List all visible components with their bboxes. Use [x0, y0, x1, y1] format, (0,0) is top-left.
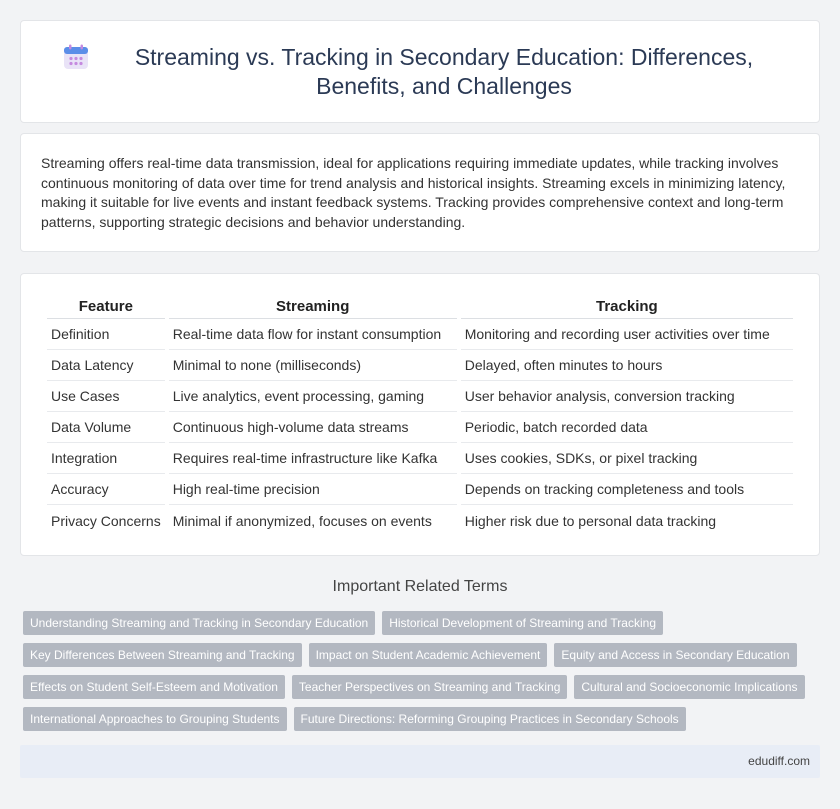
table-row — [47, 443, 793, 474]
tracking-cell: User behavior analysis, conversion tracking — [461, 381, 793, 412]
feature-cell: Definition — [47, 319, 165, 350]
related-term-tag[interactable]: Key Differences Between Streaming and Tracking — [23, 643, 302, 667]
related-term-tag[interactable]: Understanding Streaming and Tracking in Secondary Education — [23, 611, 375, 635]
table-row — [47, 474, 793, 505]
tracking-cell: Periodic, batch recorded data — [461, 412, 793, 443]
related-term-tag[interactable]: Equity and Access in Secondary Education — [554, 643, 796, 667]
comparison-table — [43, 296, 797, 536]
related-term-tag[interactable]: Cultural and Socioeconomic Implications — [574, 675, 804, 699]
streaming-cell: Live analytics, event processing, gaming — [169, 381, 457, 412]
streaming-cell: Minimal if anonymized, focuses on events — [172, 512, 432, 529]
table-header-row — [47, 296, 793, 319]
related-term-tag[interactable]: Historical Development of Streaming and Tracking — [382, 611, 663, 635]
tracking-cell: Delayed, often minutes to hours — [461, 350, 793, 381]
feature-cell: Accuracy — [47, 474, 165, 505]
page-title: Streaming vs. Tracking in Secondary Education: Differences, Benefits, and Challenges — [134, 43, 754, 99]
streaming-cell: Requires real-time infrastructure like Kafka — [169, 443, 457, 474]
streaming-cell: Real-time data flow for instant consumption — [169, 319, 457, 350]
related-terms-heading: Important Related Terms — [332, 578, 508, 595]
tracking-cell: Monitoring and recording user activities over time — [461, 319, 793, 350]
related-term-tag[interactable]: International Approaches to Grouping Students — [23, 707, 287, 731]
streaming-cell: Minimal to none (milliseconds) — [169, 350, 457, 381]
related-term-tag[interactable]: Future Directions: Reforming Grouping Practices in Secondary Schools — [294, 707, 686, 731]
streaming-cell: High real-time precision — [169, 474, 457, 505]
table-row — [47, 412, 793, 443]
related-term-tag[interactable]: Impact on Student Academic Achievement — [309, 643, 548, 667]
header-streaming: Streaming — [169, 296, 457, 319]
related-term-tag[interactable]: Teacher Perspectives on Streaming and Tracking — [292, 675, 567, 699]
comparison-card — [20, 273, 820, 556]
related-terms-list — [23, 611, 823, 731]
tracking-cell: Depends on tracking completeness and tools — [461, 474, 793, 505]
footer-site-name[interactable]: edudiff.com — [748, 754, 810, 768]
feature-cell: Use Cases — [47, 381, 165, 412]
table-row — [47, 381, 793, 412]
tracking-cell: Uses cookies, SDKs, or pixel tracking — [461, 443, 793, 474]
table-row — [47, 319, 793, 350]
header-tracking: Tracking — [461, 296, 793, 319]
streaming-cell: Continuous high-volume data streams — [169, 412, 457, 443]
footer — [20, 745, 820, 778]
table-row — [47, 505, 793, 536]
feature-cell: Privacy Concerns — [51, 512, 161, 529]
feature-cell: Data Volume — [47, 412, 165, 443]
intro-card — [20, 133, 820, 252]
feature-cell: Integration — [47, 443, 165, 474]
related-term-tag[interactable]: Effects on Student Self-Esteem and Motivation — [23, 675, 285, 699]
feature-cell: Data Latency — [47, 350, 165, 381]
calendar-icon — [61, 42, 91, 72]
table-row — [47, 350, 793, 381]
title-card — [20, 20, 820, 123]
tracking-cell: Higher risk due to personal data tracking — [464, 512, 717, 529]
intro-paragraph: Streaming offers real-time data transmission, ideal for applications requiring immediate updates, while tracking involves continuous monitoring of data over time for trend analysis and historical insights. Streaming excels in minimizing latency, making it suitable for live events and instant feedback systems. Tracking provides comprehensive context and long-term patterns, supporting strategic decisions and behavior understanding. — [41, 155, 786, 230]
header-feature: Feature — [47, 296, 165, 319]
